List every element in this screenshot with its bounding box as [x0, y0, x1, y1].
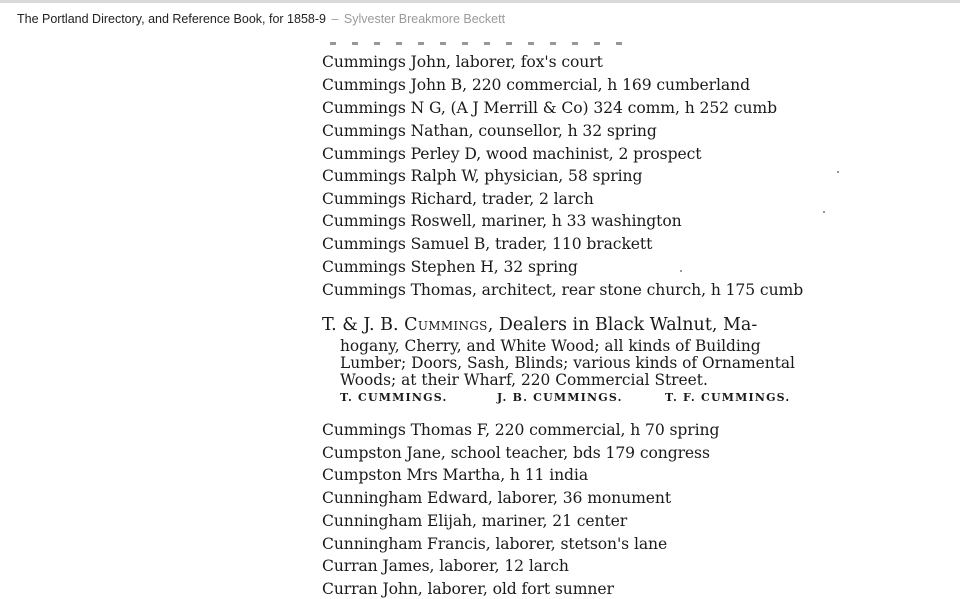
- business-advertisement: [322, 315, 822, 404]
- title-separator: –: [331, 12, 339, 26]
- scanned-page: [0, 34, 960, 599]
- directory-entry: Cumpston Mrs Martha, h 11 india: [322, 466, 589, 484]
- advertisement-business-name: Cummings: [404, 315, 488, 335]
- advertisement-line: Lumber; Doors, Sash, Blinds; various kinds of Ornamental: [340, 354, 795, 372]
- directory-entry: Cummings Ralph W, physician, 58 spring: [322, 167, 643, 185]
- directory-entry: Cummings Roswell, mariner, h 33 washington: [322, 212, 682, 230]
- scan-speck: [837, 171, 839, 173]
- advertisement-heading-rest: , Dealers in Black Walnut, Ma-: [487, 315, 758, 335]
- directory-entry: Cumpston Jane, school teacher, bds 179 congress: [322, 444, 710, 462]
- partner-name: J. B. CUMMINGS.: [497, 391, 623, 404]
- directory-entry: Cummings N G, (A J Merrill & Co) 324 comm, h 252 cumb: [322, 99, 777, 117]
- advertisement-line: hogany, Cherry, and White Wood; all kinds of Building: [340, 337, 761, 355]
- directory-entry: Cummings Perley D, wood machinist, 2 prospect: [322, 145, 702, 163]
- directory-entry: Cunningham Elijah, mariner, 21 center: [322, 512, 628, 530]
- partner-name: T. CUMMINGS.: [340, 391, 448, 404]
- book-title[interactable]: The Portland Directory, and Reference Book, for 1858-9: [17, 12, 326, 26]
- title-bar: [0, 0, 960, 34]
- directory-entry: Cunningham Francis, laborer, stetson's lane: [322, 535, 668, 553]
- advertisement-line: Woods; at their Wharf, 220 Commercial Street.: [340, 371, 708, 389]
- scan-speck: [823, 211, 825, 213]
- document-title: [17, 12, 505, 26]
- cut-off-text-line: [330, 42, 630, 45]
- directory-entry: Cummings John B, 220 commercial, h 169 cumberland: [322, 76, 750, 94]
- directory-entry: Cummings Thomas F, 220 commercial, h 70 spring: [322, 421, 720, 439]
- directory-entry: Curran James, laborer, 12 larch: [322, 557, 569, 575]
- directory-entry: Cummings Nathan, counsellor, h 32 spring: [322, 122, 657, 140]
- advertisement-prefix: T. & J. B.: [322, 315, 399, 335]
- advertisement-heading: [322, 315, 822, 335]
- directory-entry: Cummings Thomas, architect, rear stone church, h 175 cumb: [322, 281, 804, 299]
- directory-entry: Cummings Stephen H, 32 spring: [322, 258, 578, 276]
- directory-entry: Cummings Samuel B, trader, 110 brackett: [322, 235, 653, 253]
- directory-entry: Cummings Richard, trader, 2 larch: [322, 190, 594, 208]
- directory-entry: Curran John, laborer, old fort sumner: [322, 580, 614, 598]
- partner-name: T. F. CUMMINGS.: [665, 391, 791, 404]
- author-name[interactable]: Sylvester Breakmore Beckett: [343, 12, 506, 26]
- scan-speck: [680, 270, 682, 272]
- directory-entry: Cummings John, laborer, fox's court: [322, 53, 603, 71]
- directory-entry: Cunningham Edward, laborer, 36 monument: [322, 489, 671, 507]
